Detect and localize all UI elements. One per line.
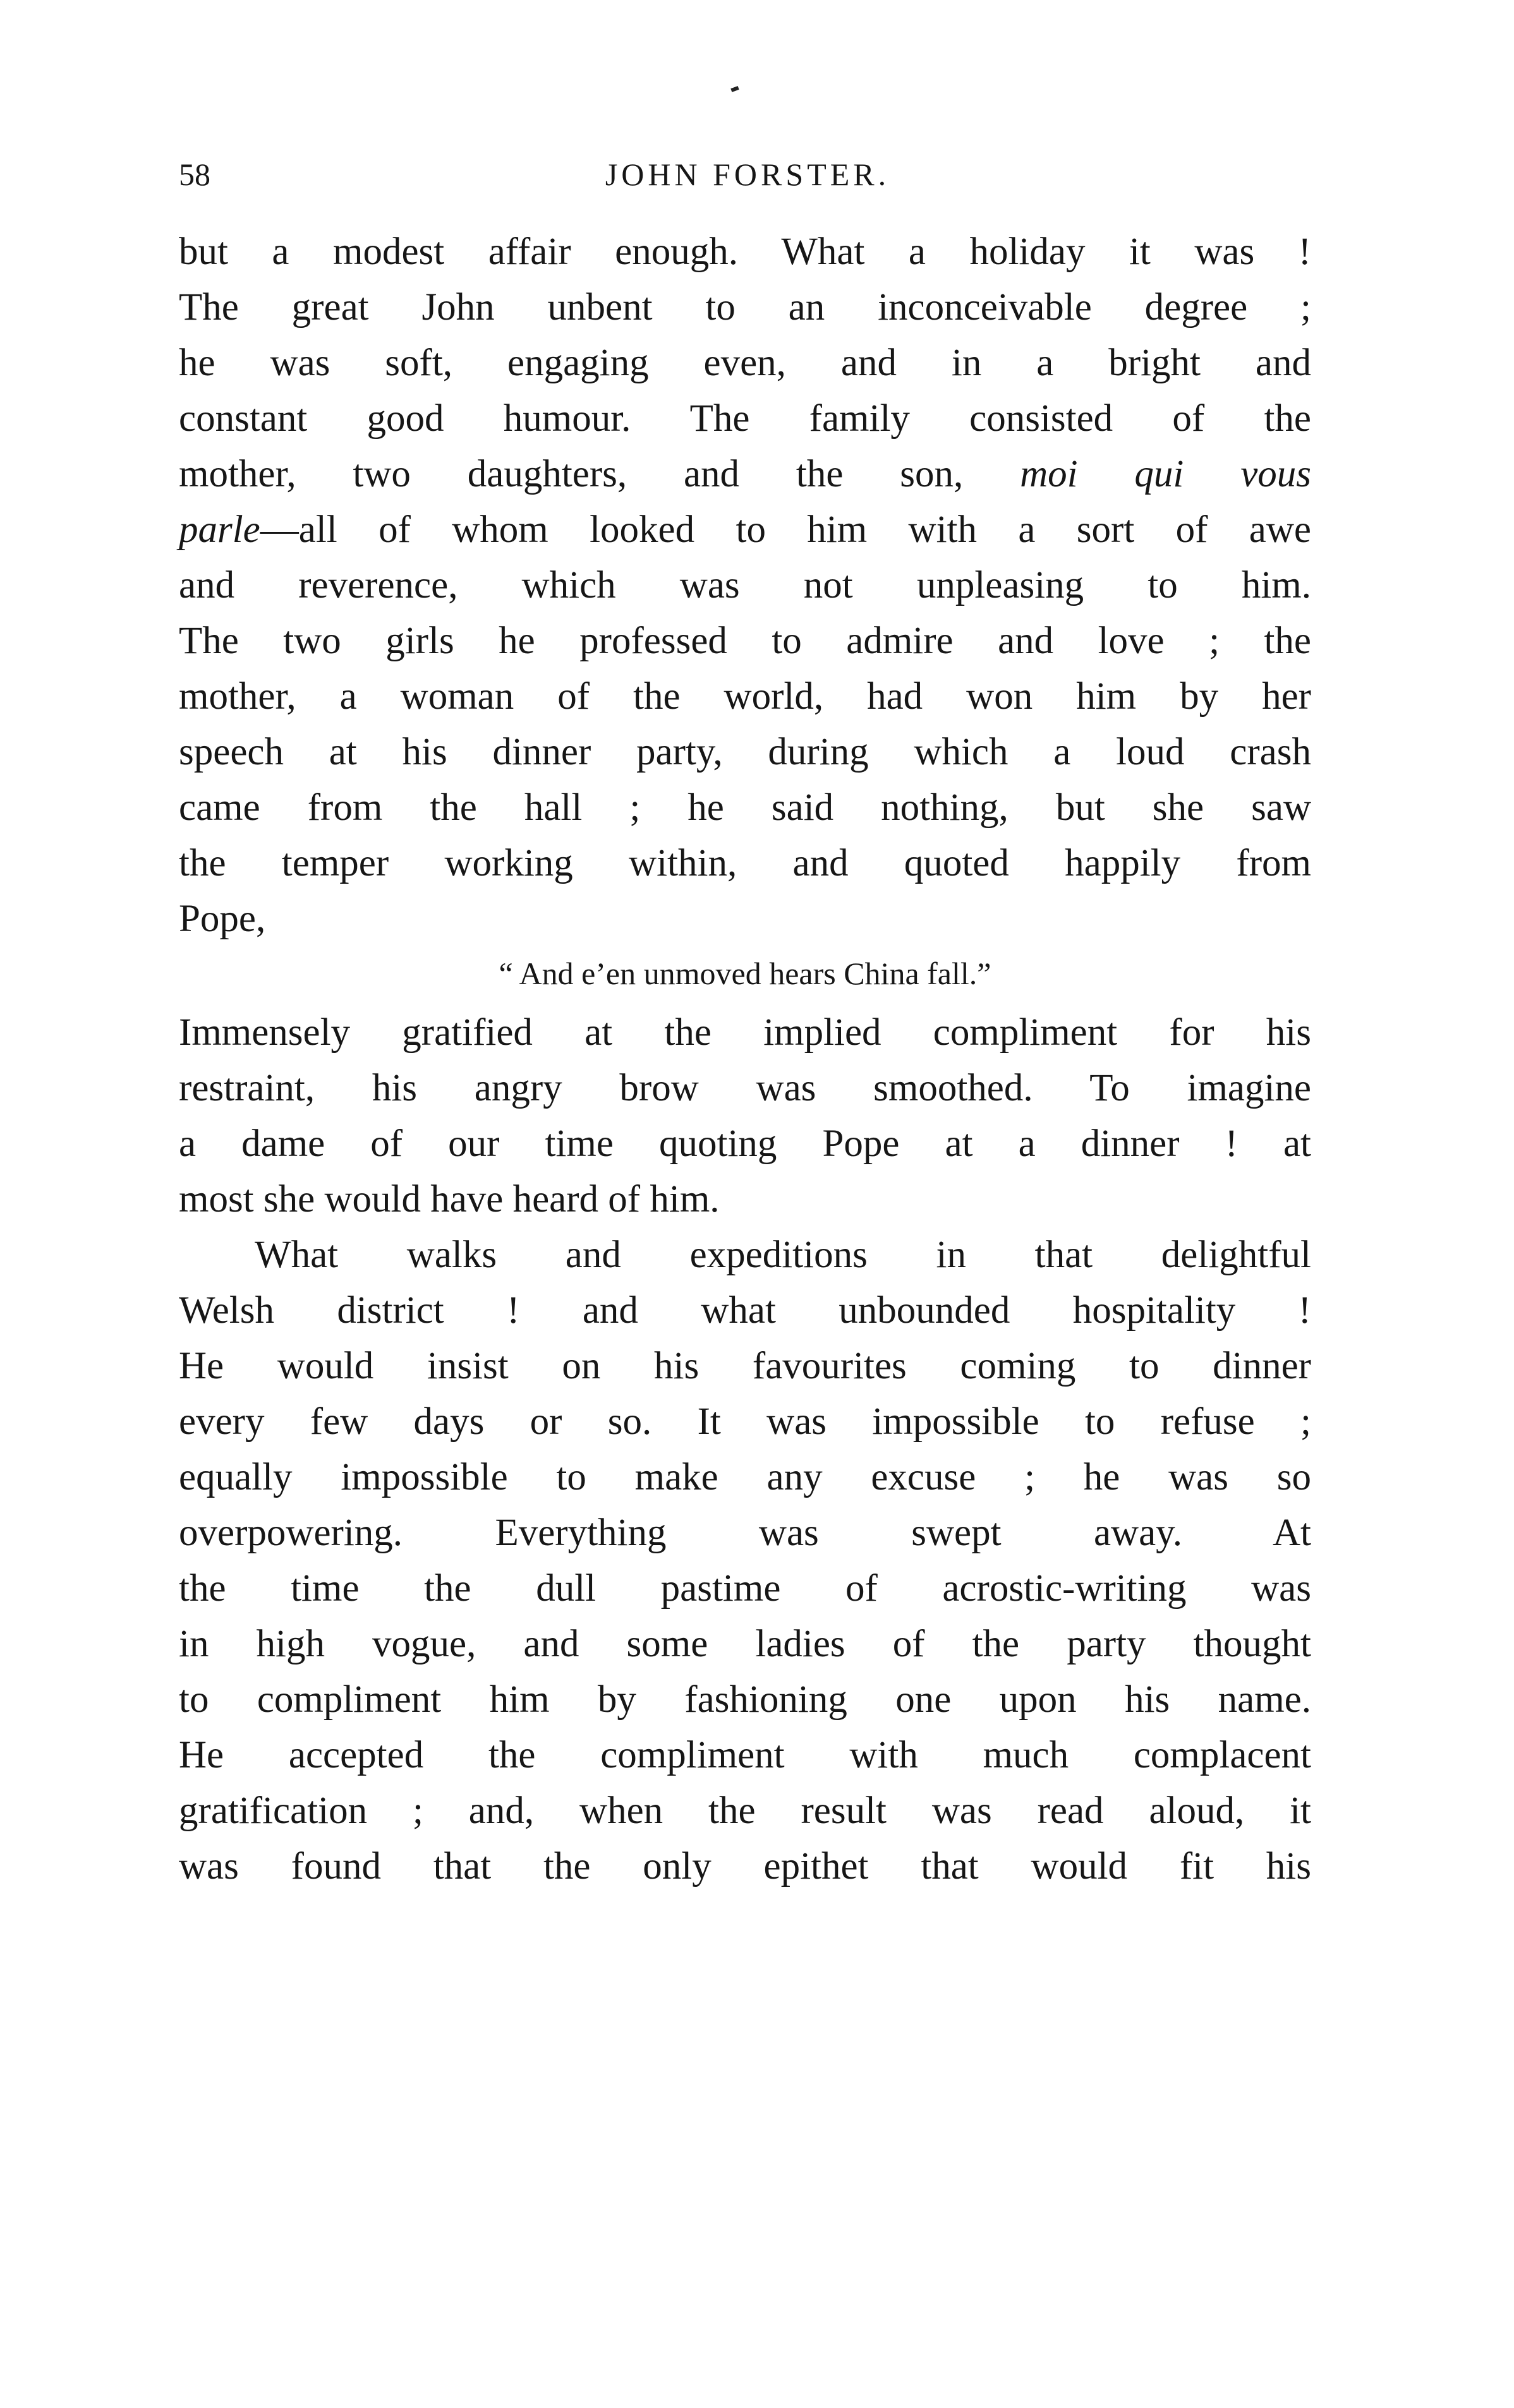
text-line: constant good humour. The family consisted of the bbox=[179, 397, 1311, 440]
text-line: speech at his dinner party, during which a loud crash bbox=[179, 731, 1311, 773]
text-line: he was soft, engaging even, and in a bright and bbox=[179, 342, 1311, 384]
running-head: JOHN FORSTER. bbox=[605, 157, 890, 192]
text-line: What walks and expeditions in that delightful bbox=[255, 1234, 1311, 1276]
page-header bbox=[179, 149, 1316, 200]
text-line: the time the dull pastime of acrostic-writing was bbox=[179, 1567, 1311, 1610]
print-speck bbox=[730, 86, 739, 92]
text-line: The great John unbent to an inconceivable degree ; bbox=[179, 286, 1311, 328]
page-number: 58 bbox=[179, 157, 210, 192]
text-line: overpowering. Everything was swept away. At bbox=[179, 1512, 1311, 1554]
text-line: Welsh district ! and what unbounded hospitality ! bbox=[179, 1289, 1311, 1332]
text-line: in high vogue, and some ladies of the party thought bbox=[179, 1623, 1311, 1665]
text-line: to compliment him by fashioning one upon his name. bbox=[179, 1678, 1311, 1721]
verse-quotation: “ And e’en unmoved hears China fall.” bbox=[499, 956, 991, 991]
italic-phrase: parle bbox=[179, 509, 260, 551]
text-line: He would insist on his favourites coming to dinner bbox=[179, 1345, 1311, 1387]
text-line: and reverence, which was not unpleasing to him. bbox=[179, 564, 1311, 606]
italic-phrase: moi qui vous bbox=[1020, 453, 1312, 495]
text-line: He accepted the compliment with much complacent bbox=[179, 1734, 1311, 1776]
text-line: Pope, bbox=[179, 898, 266, 940]
text-line: mother, a woman of the world, had won him by her bbox=[179, 675, 1311, 718]
text-line: but a modest affair enough. What a holiday it was ! bbox=[179, 231, 1311, 273]
text-line: equally impossible to make any excuse ; he was so bbox=[179, 1456, 1311, 1498]
text-segment: mother, two daughters, and the son, bbox=[179, 453, 964, 495]
text-line: gratification ; and, when the result was read aloud, it bbox=[179, 1790, 1311, 1832]
text-line: came from the hall ; he said nothing, but she saw bbox=[179, 786, 1311, 829]
text-line: a dame of our time quoting Pope at a dinner ! at bbox=[179, 1123, 1311, 1165]
text-line: Immensely gratified at the implied compliment for his bbox=[179, 1011, 1311, 1054]
text-segment: —all of whom looked to him with a sort of awe bbox=[260, 509, 1311, 551]
text-line: was found that the only epithet that would fit his bbox=[179, 1845, 1311, 1887]
text-line: the temper working within, and quoted happily from bbox=[179, 842, 1311, 884]
text-line bbox=[179, 447, 1311, 502]
text-line bbox=[179, 502, 1311, 558]
text-line: most she would have heard of him. bbox=[179, 1178, 720, 1220]
text-line: The two girls he professed to admire and love ; the bbox=[179, 620, 1311, 662]
text-line: every few days or so. It was impossible to refuse ; bbox=[179, 1400, 1311, 1443]
text-line: restraint, his angry brow was smoothed. To imagine bbox=[179, 1067, 1311, 1109]
